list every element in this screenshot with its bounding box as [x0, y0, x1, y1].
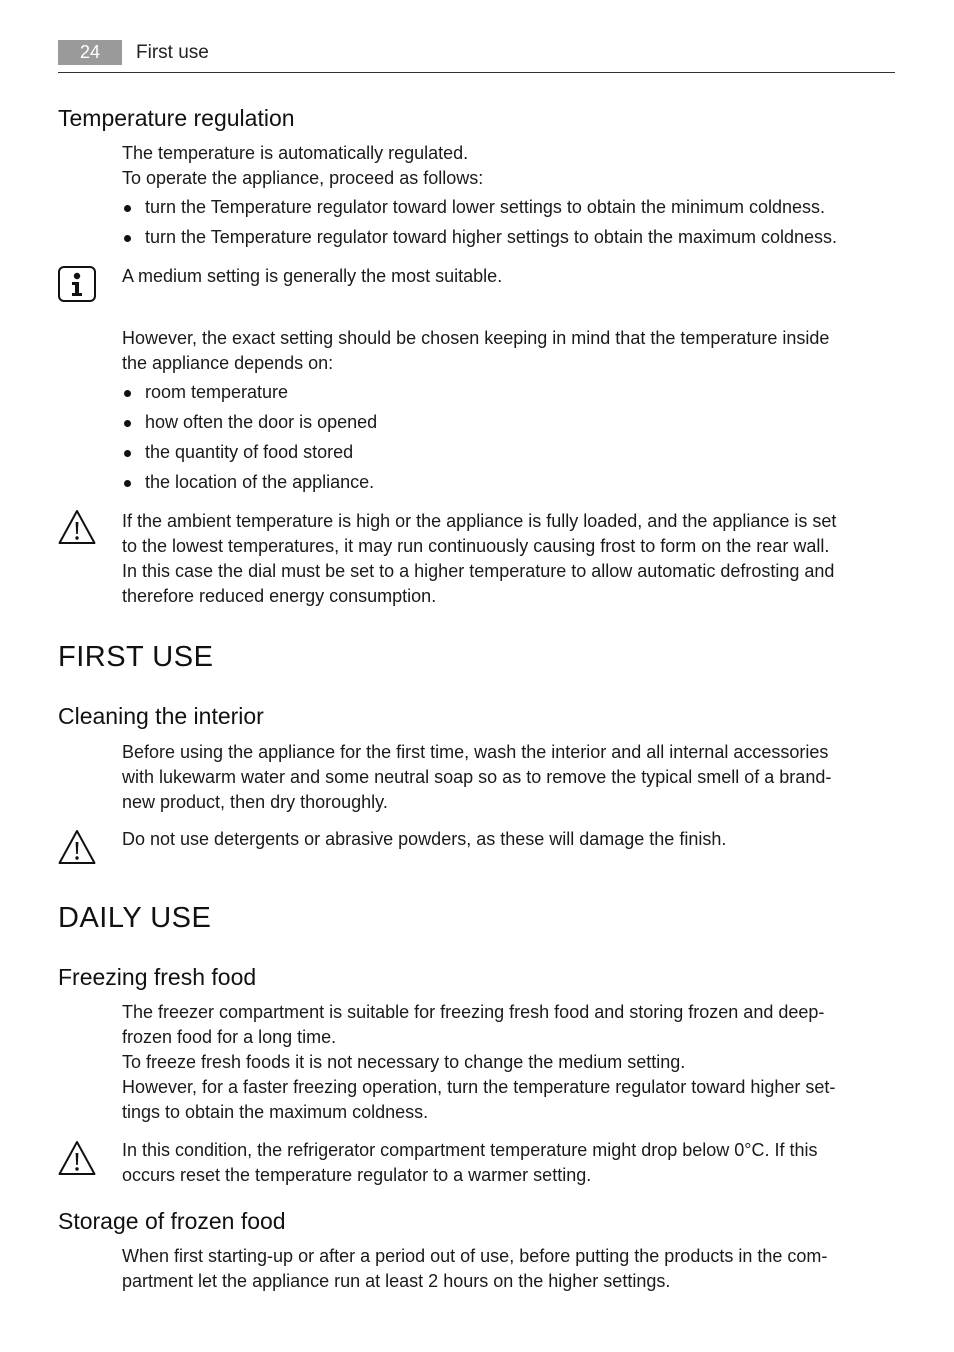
bullet-dot: [124, 235, 131, 242]
list-item: the quantity of food stored: [122, 440, 897, 470]
section-title-daily-use: DAILY USE: [58, 902, 212, 934]
temperature-bullet-list: [122, 195, 897, 255]
bullet-dot: [124, 390, 131, 397]
list-item: turn the Temperature regulator toward higher settings to obtain the maximum coldness.: [122, 225, 897, 255]
temperature-warning: If the ambient temperature is high or the appliance is fully loaded, and the appliance is set to the lowest temperatures, it may run continuously causing frost to form on the rear wall. In this case the dial must be set to a higher temperature to allow automatic defrosting and therefore reduced energy consumption.: [122, 511, 837, 606]
storage-text: When first starting-up or after a period out of use, before putting the products in the com- partment let the appliance run at least 2 hours on the higher settings.: [122, 1246, 828, 1291]
list-item: turn the Temperature regulator toward lower settings to obtain the minimum coldness.: [122, 195, 897, 225]
list-item: the location of the appliance.: [122, 470, 897, 500]
info-icon: [58, 266, 96, 302]
heading-cleaning-interior: Cleaning the interior: [58, 703, 264, 729]
heading-temperature-regulation: Temperature regulation: [58, 105, 295, 131]
page-number: 24: [58, 40, 122, 65]
section-title-first-use: FIRST USE: [58, 641, 214, 673]
heading-storage-frozen-food: Storage of frozen food: [58, 1208, 286, 1234]
page-header: [58, 40, 895, 73]
cleaning-text: Before using the appliance for the first time, wash the interior and all internal accessories with lukewarm water and some neutral soap so as to remove the typical smell of a brand- new product, then dry thoroughly.: [122, 742, 832, 812]
heading-freezing-fresh-food: Freezing fresh food: [58, 964, 257, 990]
bullet-dot: [124, 205, 131, 212]
temperature-depends: However, the exact setting should be chosen keeping in mind that the temperature inside the appliance depends on:: [122, 328, 830, 373]
bullet-dot: [124, 420, 131, 427]
list-item: how often the door is opened: [122, 410, 897, 440]
bullet-dot: [124, 480, 131, 487]
warning-triangle-icon: [58, 509, 96, 545]
freezing-warning: In this condition, the refrigerator compartment temperature might drop below 0°C. If this occurs reset the temperature regulator to a warmer setting.: [122, 1140, 818, 1185]
cleaning-warning: Do not use detergents or abrasive powders, as these will damage the finish.: [122, 829, 727, 849]
temperature-intro: The temperature is automatically regulated. To operate the appliance, proceed as follows:: [122, 143, 484, 188]
info-note: A medium setting is generally the most suitable.: [122, 266, 503, 286]
running-title: First use: [136, 42, 209, 63]
warning-triangle-icon: [58, 1140, 96, 1176]
freezing-text: The freezer compartment is suitable for freezing fresh food and storing frozen and deep- frozen food for a long time. To freeze fresh foods it is not necessary to change the medium setting. However, for a faster freezing operation, turn the temperature regulator toward higher set- tings to obtain the maximum coldness.: [122, 1002, 836, 1122]
depends-bullet-list: [122, 380, 897, 500]
list-item: room temperature: [122, 380, 897, 410]
warning-triangle-icon: [58, 829, 96, 865]
bullet-dot: [124, 450, 131, 457]
